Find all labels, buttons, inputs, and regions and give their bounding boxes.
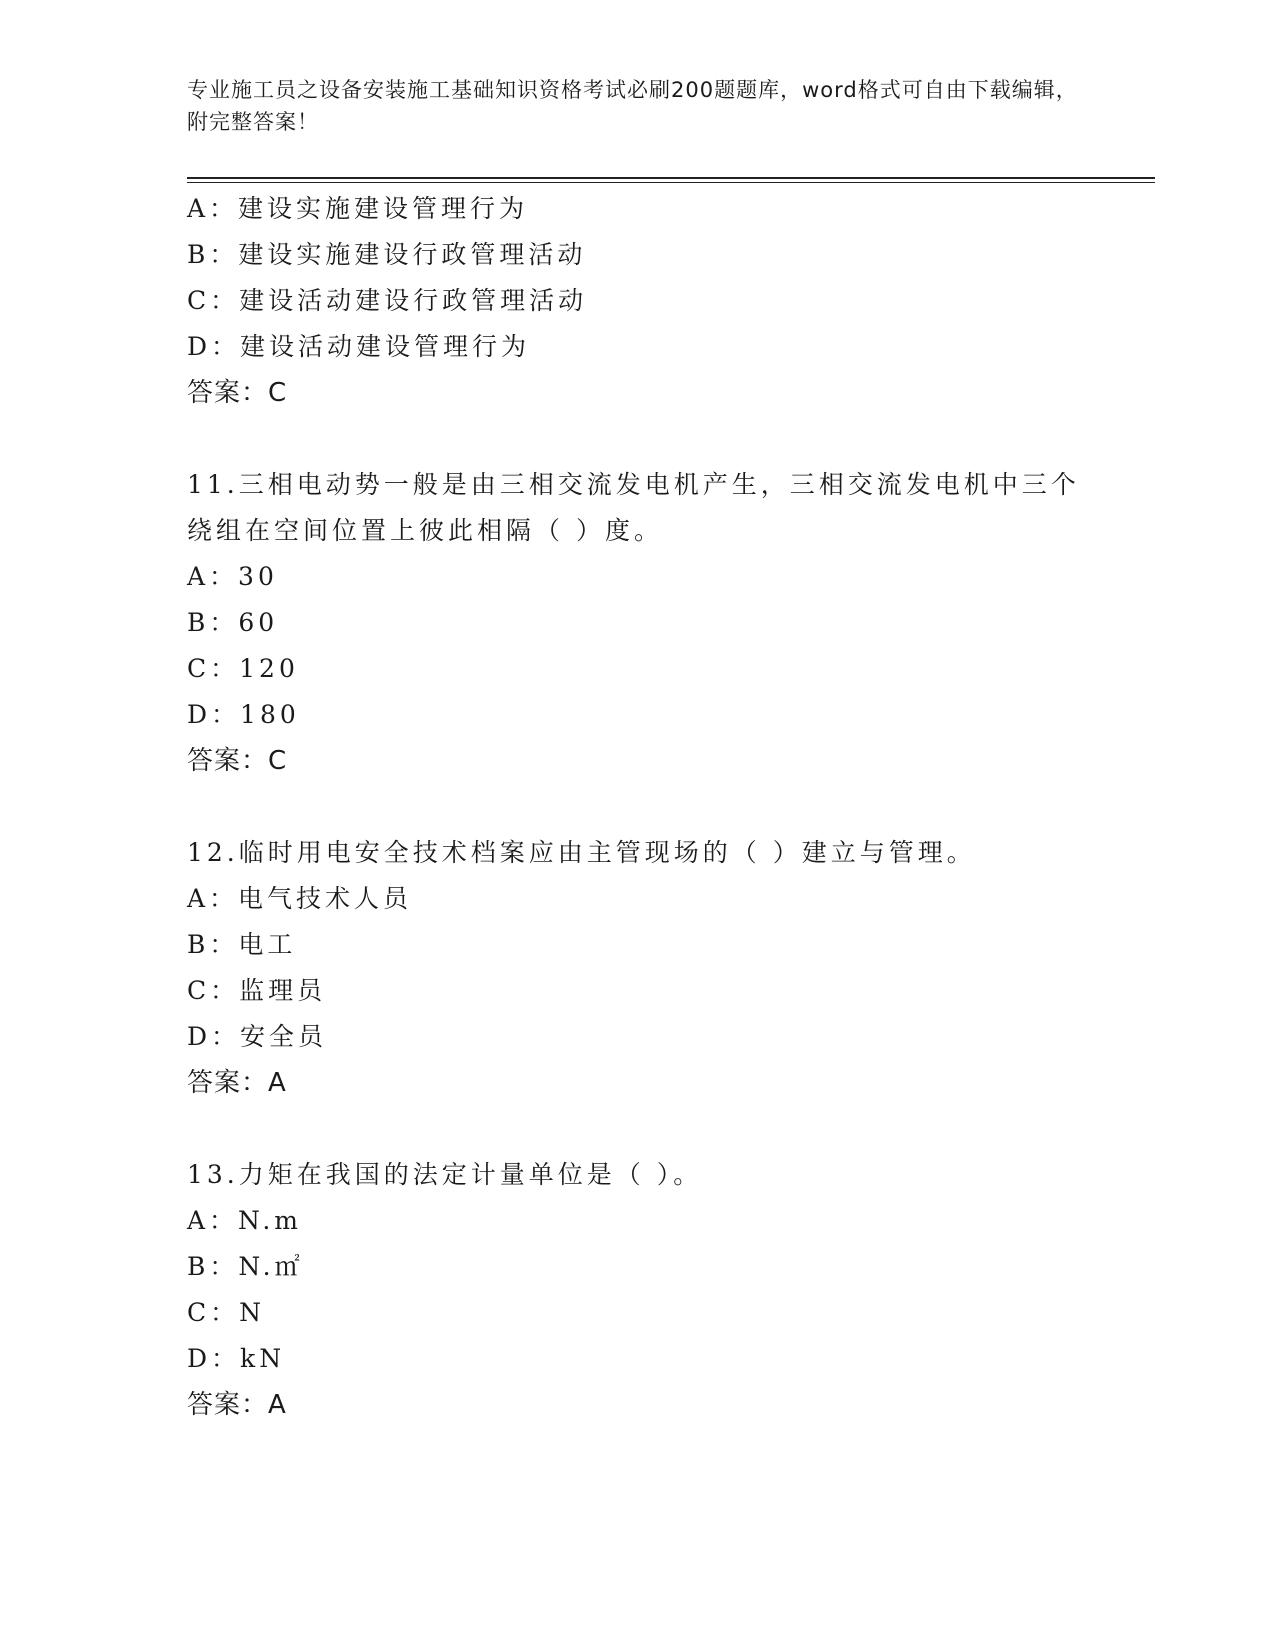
option-b: B：N.㎡ bbox=[187, 1252, 304, 1281]
option-d: D：180 bbox=[187, 700, 300, 729]
option-d: D：安全员 bbox=[187, 1022, 328, 1051]
question-block-10 bbox=[187, 186, 1087, 416]
option-a: A：30 bbox=[187, 562, 278, 591]
header-text: 专业施工员之设备安装施工基础知识资格考试必刷200题题库，word格式可自由下载编辑，附完整答案！ bbox=[187, 78, 1078, 134]
answer-line: 答案：C bbox=[187, 746, 288, 776]
option-a: A：N.m bbox=[187, 1206, 302, 1235]
spacer bbox=[187, 1106, 1087, 1152]
option-c: C：监理员 bbox=[187, 976, 327, 1005]
option-b: B：电工 bbox=[187, 930, 297, 959]
option-a: A：电气技术人员 bbox=[187, 884, 413, 913]
question-title-line-1: 11.三相电动势一般是由三相交流发电机产生，三相交流发电机中三个 bbox=[187, 470, 1080, 499]
spacer bbox=[187, 784, 1087, 830]
option-c: C：建设活动建设行政管理活动 bbox=[187, 286, 588, 315]
option-d: D：kN bbox=[187, 1344, 286, 1373]
option-a: A：建设实施建设管理行为 bbox=[187, 194, 529, 223]
question-block-12 bbox=[187, 830, 1087, 1106]
question-title-line-2: 绕组在空间位置上彼此相隔（ ）度。 bbox=[187, 516, 663, 545]
question-block-11 bbox=[187, 462, 1087, 784]
answer-line: 答案：A bbox=[187, 1390, 287, 1420]
option-b: B：建设实施建设行政管理活动 bbox=[187, 240, 587, 269]
spacer bbox=[187, 416, 1087, 462]
header-divider bbox=[187, 177, 1155, 183]
answer-line: 答案：A bbox=[187, 1068, 287, 1098]
question-title: 12.临时用电安全技术档案应由主管现场的（ ）建立与管理。 bbox=[187, 838, 976, 867]
document-body bbox=[187, 186, 1087, 1428]
option-b: B：60 bbox=[187, 608, 279, 637]
option-d: D：建设活动建设管理行为 bbox=[187, 332, 531, 361]
question-title: 13.力矩在我国的法定计量单位是（ ）。 bbox=[187, 1160, 703, 1189]
option-c: C：N bbox=[187, 1298, 266, 1327]
question-block-13 bbox=[187, 1152, 1087, 1428]
answer-line: 答案：C bbox=[187, 378, 288, 408]
option-c: C：120 bbox=[187, 654, 299, 683]
document-header bbox=[187, 74, 1087, 138]
